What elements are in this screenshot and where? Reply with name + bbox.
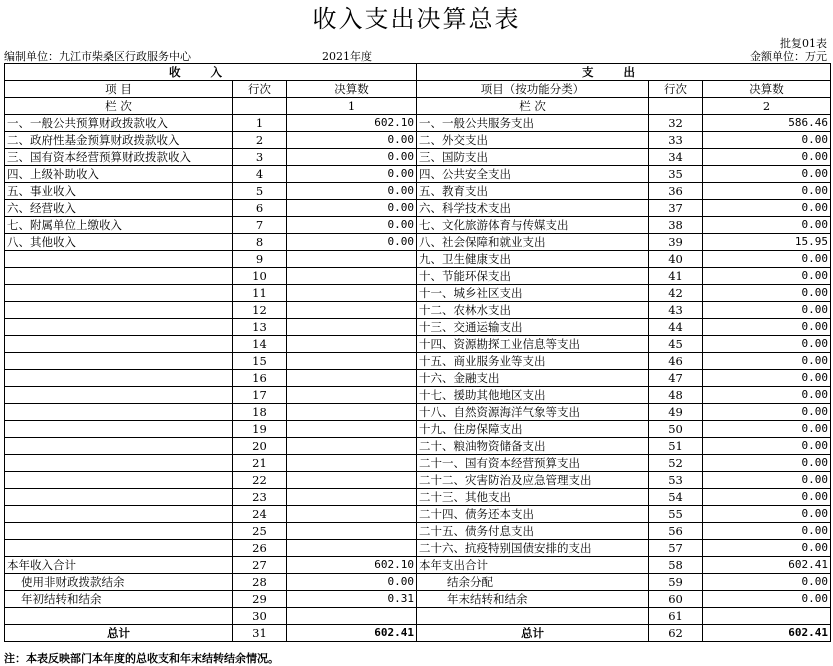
col-empty-2 <box>649 98 703 115</box>
income-amount <box>287 421 417 438</box>
income-item <box>5 608 233 625</box>
income-row-no: 10 <box>233 268 287 285</box>
income-item: 五、事业收入 <box>5 183 233 200</box>
income-item <box>5 540 233 557</box>
fiscal-year: 2021年度 <box>322 50 372 63</box>
income-row-no: 29 <box>233 591 287 608</box>
income-row-no: 17 <box>233 387 287 404</box>
income-amount <box>287 438 417 455</box>
income-row-no: 11 <box>233 285 287 302</box>
income-item <box>5 506 233 523</box>
expense-row-no: 59 <box>649 574 703 591</box>
income-amount: 602.10 <box>287 115 417 132</box>
income-amount: 0.00 <box>287 183 417 200</box>
expense-item: 十五、商业服务业等支出 <box>417 353 649 370</box>
income-row-no: 22 <box>233 472 287 489</box>
expense-row-no: 44 <box>649 319 703 336</box>
expense-item: 二十二、灾害防治及应急管理支出 <box>417 472 649 489</box>
income-amount: 0.00 <box>287 217 417 234</box>
table-row <box>5 166 831 183</box>
expense-row-no: 54 <box>649 489 703 506</box>
table-row <box>5 149 831 166</box>
expense-amount: 586.46 <box>703 115 831 132</box>
expense-item: 二十四、债务还本支出 <box>417 506 649 523</box>
form-number: 批复01表 <box>780 37 827 50</box>
table-row <box>5 234 831 251</box>
income-item <box>5 302 233 319</box>
expense-amount: 0.00 <box>703 370 831 387</box>
table-row <box>5 523 831 540</box>
expense-row-no: 61 <box>649 608 703 625</box>
income-row-no: 7 <box>233 217 287 234</box>
income-amount: 0.00 <box>287 200 417 217</box>
income-amount <box>287 455 417 472</box>
expense-item: 六、科学技术支出 <box>417 200 649 217</box>
income-row-no: 30 <box>233 608 287 625</box>
expense-amount: 0.00 <box>703 387 831 404</box>
org-unit: 编制单位：九江市柴桑区行政服务中心 <box>4 50 191 63</box>
income-item: 六、经营收入 <box>5 200 233 217</box>
expense-item <box>417 608 649 625</box>
expense-amount: 0.00 <box>703 319 831 336</box>
section-header-row <box>5 64 831 81</box>
table-row <box>5 387 831 404</box>
income-amount <box>287 370 417 387</box>
income-row-no: 20 <box>233 438 287 455</box>
income-amount <box>287 268 417 285</box>
expense-row-no: 57 <box>649 540 703 557</box>
expense-item: 十七、援助其他地区支出 <box>417 387 649 404</box>
expense-amount: 0.00 <box>703 166 831 183</box>
income-item: 一、一般公共预算财政拨款收入 <box>5 115 233 132</box>
table-row <box>5 506 831 523</box>
table-row <box>5 200 831 217</box>
expense-amount: 602.41 <box>703 557 831 574</box>
expense-amount: 0.00 <box>703 336 831 353</box>
income-item <box>5 336 233 353</box>
expense-amount: 0.00 <box>703 591 831 608</box>
income-amount <box>287 285 417 302</box>
header-item: 项 目 <box>5 81 233 98</box>
expense-item: 本年支出合计 <box>417 557 649 574</box>
table-row <box>5 132 831 149</box>
income-row-no: 31 <box>233 625 287 642</box>
amount-unit: 金额单位：万元 <box>750 50 827 63</box>
expense-amount: 0.00 <box>703 132 831 149</box>
col-label: 栏 次 <box>5 98 233 115</box>
header-row-no: 行次 <box>233 81 287 98</box>
expense-amount: 0.00 <box>703 404 831 421</box>
expense-amount: 0.00 <box>703 149 831 166</box>
header-row-no-2: 行次 <box>649 81 703 98</box>
expense-item: 十八、自然资源海洋气象等支出 <box>417 404 649 421</box>
income-item <box>5 387 233 404</box>
table-row <box>5 251 831 268</box>
expense-amount: 0.00 <box>703 183 831 200</box>
income-row-no: 15 <box>233 353 287 370</box>
table-body <box>5 64 831 642</box>
income-amount <box>287 302 417 319</box>
income-section-header: 收入 <box>5 64 417 81</box>
income-row-no: 26 <box>233 540 287 557</box>
income-row-no: 8 <box>233 234 287 251</box>
expense-amount: 0.00 <box>703 302 831 319</box>
expense-amount: 0.00 <box>703 489 831 506</box>
income-row-no: 24 <box>233 506 287 523</box>
expense-amount: 0.00 <box>703 285 831 302</box>
income-item: 七、附属单位上缴收入 <box>5 217 233 234</box>
income-amount <box>287 336 417 353</box>
expense-amount <box>703 608 831 625</box>
income-amount <box>287 489 417 506</box>
expense-row-no: 62 <box>649 625 703 642</box>
expense-row-no: 40 <box>649 251 703 268</box>
expense-row-no: 33 <box>649 132 703 149</box>
expense-row-no: 38 <box>649 217 703 234</box>
table-row <box>5 217 831 234</box>
income-amount <box>287 251 417 268</box>
table-row <box>5 302 831 319</box>
table-row <box>5 183 831 200</box>
income-row-no: 16 <box>233 370 287 387</box>
income-amount: 602.10 <box>287 557 417 574</box>
footnote: 注：本表反映部门本年度的总收支和年末结转结余情况。 <box>4 652 279 665</box>
income-row-no: 2 <box>233 132 287 149</box>
table-row <box>5 285 831 302</box>
income-row-no: 23 <box>233 489 287 506</box>
expense-row-no: 42 <box>649 285 703 302</box>
expense-row-no: 51 <box>649 438 703 455</box>
table-row <box>5 421 831 438</box>
income-amount: 0.00 <box>287 166 417 183</box>
summary-row <box>5 557 831 574</box>
income-item <box>5 404 233 421</box>
expense-row-no: 35 <box>649 166 703 183</box>
income-item: 二、政府性基金预算财政拨款收入 <box>5 132 233 149</box>
expense-item: 二十三、其他支出 <box>417 489 649 506</box>
expense-amount: 0.00 <box>703 353 831 370</box>
expense-row-no: 48 <box>649 387 703 404</box>
table-row <box>5 353 831 370</box>
expense-amount: 0.00 <box>703 472 831 489</box>
expense-item: 二十六、抗疫特别国债安排的支出 <box>417 540 649 557</box>
expense-item: 结余分配 <box>417 574 649 591</box>
expense-row-no: 60 <box>649 591 703 608</box>
table-row <box>5 404 831 421</box>
income-item <box>5 353 233 370</box>
col-empty <box>233 98 287 115</box>
expense-item: 八、社会保障和就业支出 <box>417 234 649 251</box>
expense-amount: 0.00 <box>703 438 831 455</box>
column-number-row <box>5 98 831 115</box>
expense-row-no: 41 <box>649 268 703 285</box>
expense-amount: 0.00 <box>703 506 831 523</box>
income-item <box>5 421 233 438</box>
expense-row-no: 47 <box>649 370 703 387</box>
summary-row <box>5 574 831 591</box>
expense-item: 四、公共安全支出 <box>417 166 649 183</box>
table-row <box>5 455 831 472</box>
income-amount <box>287 404 417 421</box>
income-item: 三、国有资本经营预算财政拨款收入 <box>5 149 233 166</box>
expense-row-no: 52 <box>649 455 703 472</box>
income-item <box>5 285 233 302</box>
expense-row-no: 49 <box>649 404 703 421</box>
expense-row-no: 53 <box>649 472 703 489</box>
expense-item: 七、文化旅游体育与传媒支出 <box>417 217 649 234</box>
income-item: 使用非财政拨款结余 <box>5 574 233 591</box>
income-item: 八、其他收入 <box>5 234 233 251</box>
income-row-no: 5 <box>233 183 287 200</box>
expense-row-no: 55 <box>649 506 703 523</box>
income-row-no: 27 <box>233 557 287 574</box>
expense-item: 十六、金融支出 <box>417 370 649 387</box>
header-amount: 决算数 <box>287 81 417 98</box>
expense-item: 十、节能环保支出 <box>417 268 649 285</box>
income-item <box>5 438 233 455</box>
income-item <box>5 489 233 506</box>
income-row-no: 1 <box>233 115 287 132</box>
expense-amount: 0.00 <box>703 200 831 217</box>
expense-amount: 0.00 <box>703 268 831 285</box>
expense-section-header: 支出 <box>417 64 831 81</box>
expense-row-no: 50 <box>649 421 703 438</box>
expense-row-no: 34 <box>649 149 703 166</box>
expense-row-no: 37 <box>649 200 703 217</box>
income-row-no: 13 <box>233 319 287 336</box>
expense-row-no: 36 <box>649 183 703 200</box>
table-row <box>5 540 831 557</box>
expense-item: 二十、粮油物资储备支出 <box>417 438 649 455</box>
income-row-no: 14 <box>233 336 287 353</box>
col-number-2: 2 <box>703 98 831 115</box>
expense-amount: 0.00 <box>703 217 831 234</box>
income-row-no: 19 <box>233 421 287 438</box>
expense-item: 十二、农林水支出 <box>417 302 649 319</box>
income-row-no: 21 <box>233 455 287 472</box>
income-row-no: 3 <box>233 149 287 166</box>
expense-row-no: 45 <box>649 336 703 353</box>
expense-amount: 0.00 <box>703 523 831 540</box>
table-row <box>5 370 831 387</box>
expense-item: 十三、交通运输支出 <box>417 319 649 336</box>
income-amount <box>287 472 417 489</box>
table-row <box>5 438 831 455</box>
income-row-no: 4 <box>233 166 287 183</box>
income-row-no: 28 <box>233 574 287 591</box>
table-row <box>5 336 831 353</box>
income-amount <box>287 353 417 370</box>
col-number-1: 1 <box>287 98 417 115</box>
income-amount <box>287 319 417 336</box>
income-item <box>5 455 233 472</box>
table-row <box>5 268 831 285</box>
income-item: 本年收入合计 <box>5 557 233 574</box>
expense-amount: 0.00 <box>703 540 831 557</box>
table-row <box>5 115 831 132</box>
income-item <box>5 319 233 336</box>
expense-item: 二、外交支出 <box>417 132 649 149</box>
income-amount <box>287 540 417 557</box>
income-amount: 0.00 <box>287 149 417 166</box>
expense-amount: 602.41 <box>703 625 831 642</box>
header-amount-2: 决算数 <box>703 81 831 98</box>
income-item <box>5 251 233 268</box>
income-row-no: 25 <box>233 523 287 540</box>
header-item-func: 项目（按功能分类） <box>417 81 649 98</box>
income-amount <box>287 523 417 540</box>
expense-amount: 0.00 <box>703 574 831 591</box>
expense-item: 总计 <box>417 625 649 642</box>
income-row-no: 18 <box>233 404 287 421</box>
budget-table <box>4 63 831 642</box>
income-item <box>5 523 233 540</box>
income-amount: 0.31 <box>287 591 417 608</box>
expense-item: 一、一般公共服务支出 <box>417 115 649 132</box>
expense-item: 十九、住房保障支出 <box>417 421 649 438</box>
expense-row-no: 32 <box>649 115 703 132</box>
income-item: 年初结转和结余 <box>5 591 233 608</box>
page-title: 收入支出决算总表 <box>312 5 521 33</box>
expense-row-no: 39 <box>649 234 703 251</box>
expense-row-no: 46 <box>649 353 703 370</box>
expense-item: 二十五、债务付息支出 <box>417 523 649 540</box>
summary-row <box>5 591 831 608</box>
income-item: 四、上级补助收入 <box>5 166 233 183</box>
expense-item: 五、教育支出 <box>417 183 649 200</box>
expense-row-no: 43 <box>649 302 703 319</box>
income-amount <box>287 608 417 625</box>
income-item: 总计 <box>5 625 233 642</box>
income-amount <box>287 506 417 523</box>
expense-row-no: 56 <box>649 523 703 540</box>
expense-row-no: 58 <box>649 557 703 574</box>
summary-row <box>5 608 831 625</box>
expense-item: 九、卫生健康支出 <box>417 251 649 268</box>
income-amount: 0.00 <box>287 574 417 591</box>
income-row-no: 9 <box>233 251 287 268</box>
expense-amount: 0.00 <box>703 421 831 438</box>
expense-item: 年末结转和结余 <box>417 591 649 608</box>
income-row-no: 12 <box>233 302 287 319</box>
table-row <box>5 472 831 489</box>
income-item <box>5 370 233 387</box>
column-header-row <box>5 81 831 98</box>
table-row <box>5 319 831 336</box>
expense-amount: 0.00 <box>703 455 831 472</box>
expense-item: 二十一、国有资本经营预算支出 <box>417 455 649 472</box>
income-row-no: 6 <box>233 200 287 217</box>
expense-item: 十一、城乡社区支出 <box>417 285 649 302</box>
income-item <box>5 472 233 489</box>
income-amount: 602.41 <box>287 625 417 642</box>
income-item <box>5 268 233 285</box>
income-amount: 0.00 <box>287 234 417 251</box>
income-amount <box>287 387 417 404</box>
table-row <box>5 489 831 506</box>
total-row <box>5 625 831 642</box>
expense-item: 三、国防支出 <box>417 149 649 166</box>
expense-amount: 15.95 <box>703 234 831 251</box>
expense-amount: 0.00 <box>703 251 831 268</box>
income-amount: 0.00 <box>287 132 417 149</box>
col-label-2: 栏 次 <box>417 98 649 115</box>
expense-item: 十四、资源勘探工业信息等支出 <box>417 336 649 353</box>
